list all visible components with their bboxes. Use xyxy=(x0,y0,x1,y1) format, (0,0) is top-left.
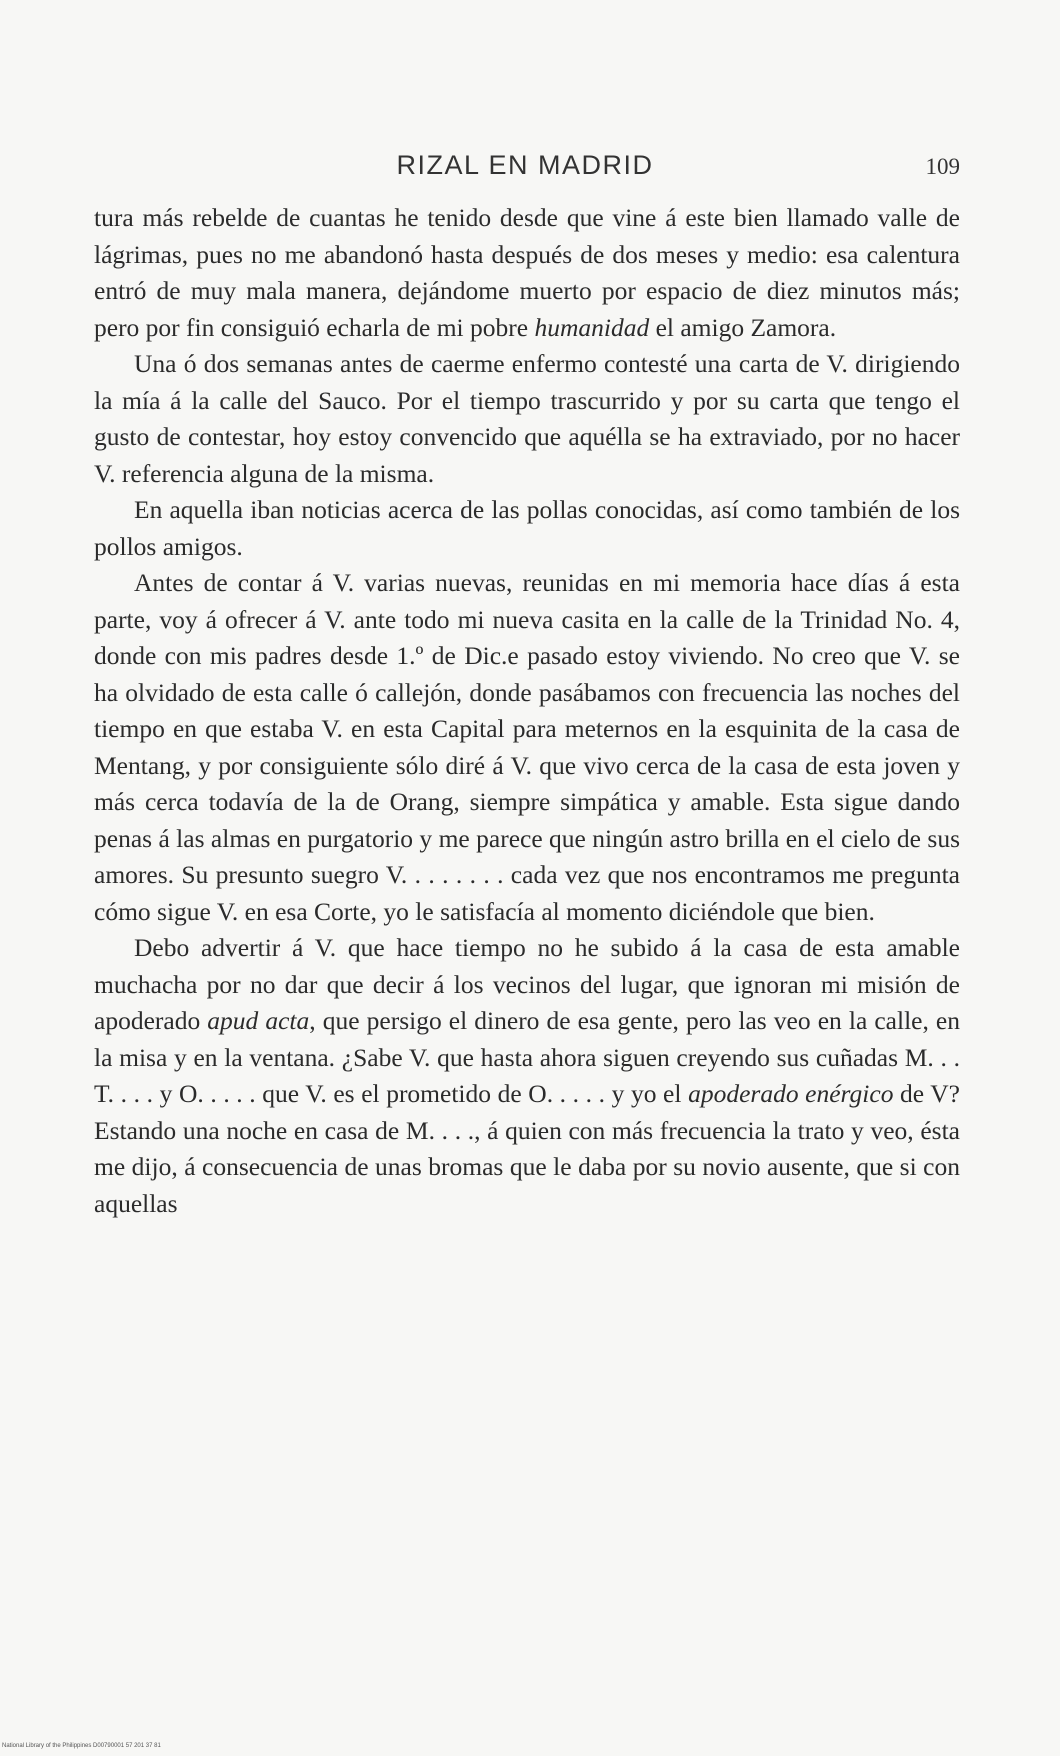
text-run: Antes de contar á V. varias nuevas, reunidas en mi memoria hace días á esta parte, voy á ofrecer á V. ante todo mi nueva casita en la calle de la Trinidad No. 4, donde con mis padres desde 1.º de Dic.e pasado estoy viviendo. No creo que V. se ha olvidado de esta calle ó callejón, donde pasábamos con frecuencia las noches del tiempo en que estaba V. en esta Capital para meternos en la esquinita de la casa de Mentang, y por consiguiente sólo diré á V. que vivo cerca de la casa de esta joven y más cerca todavía de la de Orang, siempre simpática y amable. Esta sigue dando penas á las almas en purgatorio y me parece que ningún astro brilla en el cielo de sus amores. Su presunto suegro V. . . . . . . . cada vez que nos encontramos me pregunta cómo sigue V. en esa Corte, yo le satisfacía al momento diciéndole que bien. xyxy=(94,568,960,926)
page-number: 109 xyxy=(925,154,960,179)
text-run: , que persigo el dinero de esa gente, pero las veo en la calle, en la misa y en la ventana. ¿Sabe V. que hasta ahora siguen creyendo sus cuñadas M. . . T. . . . y O. . . . . que V. es el prometido de O. . . . . y yo el xyxy=(94,1006,960,1108)
paragraph xyxy=(94,565,960,930)
paragraph xyxy=(94,346,960,492)
running-title: RIZAL EN MADRID xyxy=(396,150,654,180)
text-run: En aquella iban noticias acerca de las pollas conocidas, así como también de los pollos amigos. xyxy=(94,495,960,561)
text-run: el amigo Zamora. xyxy=(649,312,837,342)
paragraph xyxy=(94,200,960,346)
text-run: Debo advertir á V. que hace tiempo no he subido á la casa de esta amable muchacha por no dar que decir á los vecinos del lugar, que ignoran mi misión de apoderado xyxy=(94,933,960,1035)
running-head xyxy=(90,150,960,190)
italic-text-run: apoderado enérgico xyxy=(688,1079,894,1108)
text-run: de V? Estando una noche en casa de M. . . ., á quien con más frecuencia la trato y veo, ésta me dijo, á consecuencia de unas bromas que le daba por su novio ausente, que si con aquellas xyxy=(94,1079,961,1218)
text-run: Una ó dos semanas antes de caerme enfermo contesté una carta de V. dirigiendo la mía á la calle del Sauco. Por el tiempo trascurrido y por su carta que tengo el gusto de contestar, hoy estoy convencido que aquélla se ha extraviado, por no hacer V. referencia alguna de la misma. xyxy=(94,349,960,488)
text-run: tura más rebelde de cuantas he tenido desde que vine á este bien llamado valle de lágrimas, pues no me abandonó hasta después de dos meses y medio: esa calentura entró de muy mala manera, dejándome muerto por espacio de diez minutos más; pero por fin consiguió echarla de mi pobre xyxy=(94,203,960,342)
paragraph xyxy=(94,930,960,1222)
italic-text-run: apud acta xyxy=(207,1006,310,1035)
italic-text-run: humanidad xyxy=(534,312,650,342)
paragraph xyxy=(94,492,960,565)
library-footer-stamp: National Library of the Philippines D00790001 57 201 37 81 xyxy=(2,1743,161,1749)
body-text xyxy=(94,200,960,1222)
